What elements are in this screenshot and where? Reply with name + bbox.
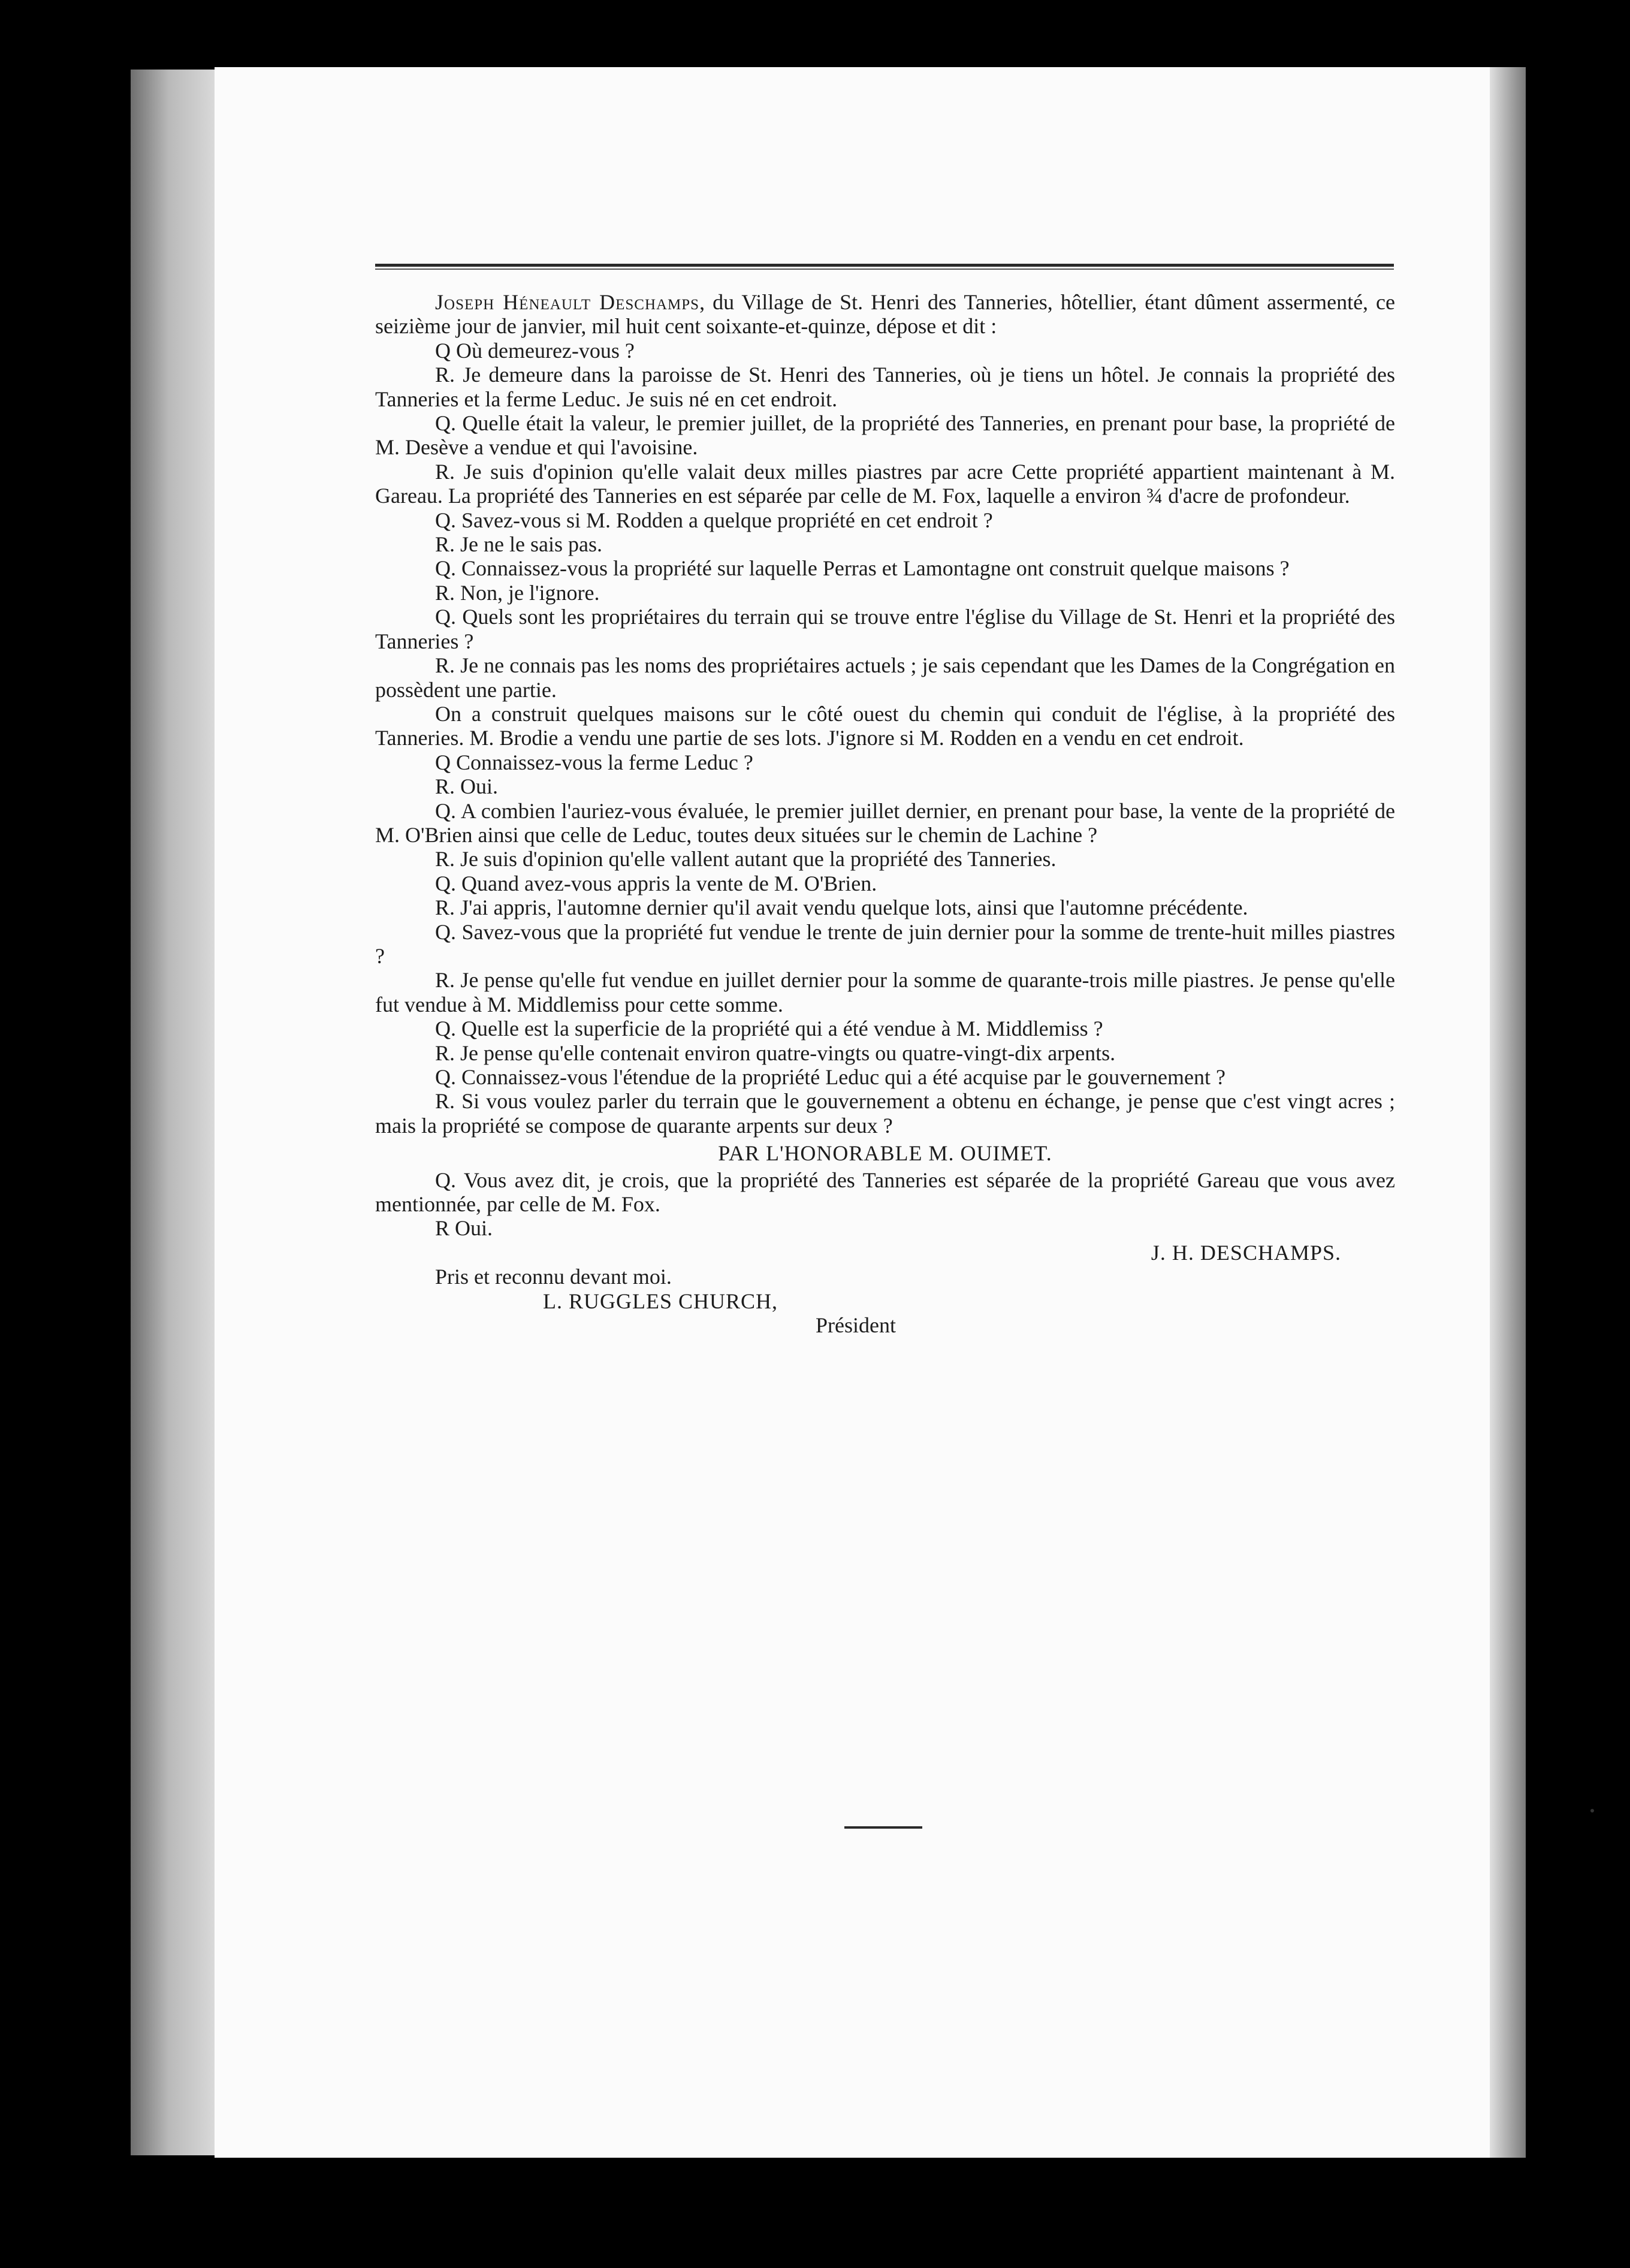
- testimony-paragraph: Q Où demeurez-vous ?: [435, 338, 635, 363]
- testimony-paragraph: Q. Connaissez-vous la propriété sur laquelle Perras et Lamontagne ont construit quelque maisons ?: [435, 556, 1290, 581]
- cross-examination-heading: PAR L'HONORABLE M. OUIMET.: [718, 1141, 1052, 1166]
- testimony-paragraph: R. Je demeure dans la paroisse de St. Henri des Tanneries, où je tiens un hôtel. Je connais la propriété des Tanneries et la ferme Leduc. Je suis né en cet endroit.: [375, 363, 1395, 411]
- testimony-paragraph: R. Oui.: [435, 774, 499, 799]
- cross-paragraph: R Oui.: [435, 1216, 493, 1241]
- cross-paragraph: Q. Vous avez dit, je crois, que la propriété des Tanneries est séparée de la propriété Gareau que vous avez mentionnée, par celle de M. Fox.: [375, 1168, 1395, 1217]
- right-page-edge: [1490, 67, 1526, 2158]
- taken-before-line: Pris et reconnu devant moi.: [435, 1265, 672, 1289]
- testimony-paragraph: R. Je pense qu'elle fut vendue en juillet dernier pour la somme de quarante-trois mille piastres. Je pense qu'elle fut vendue à M. Middlemiss pour cette somme.: [375, 968, 1395, 1017]
- testimony-paragraph: R. Je pense qu'elle contenait environ quatre-vingts ou quatre-vingt-dix arpents.: [435, 1040, 1116, 1065]
- official-title: Président: [816, 1313, 896, 1338]
- top-rule: [375, 264, 1394, 270]
- testimony-paragraph: R. Si vous voulez parler du terrain que le gouvernement a obtenu en échange, je pense que c'est vingt acres ; mais la propriété se compose de quarante arpents sur deux ?: [375, 1089, 1395, 1138]
- intro-paragraph: [375, 290, 1395, 339]
- testimony-paragraph: R. Je suis d'opinion qu'elle vallent autant que la propriété des Tanneries.: [435, 847, 1057, 871]
- testimony-paragraph: Q. Quels sont les propriétaires du terrain qui se trouve entre l'église du Village de St. Henri et la propriété des Tanneries ?: [375, 605, 1395, 653]
- ink-speck: [1590, 1809, 1594, 1812]
- testimony-paragraph: Q Connaissez-vous la ferme Leduc ?: [435, 750, 753, 774]
- deposition-text: [375, 290, 1395, 1337]
- intro-text: , du Village de St. Henri des Tanneries, hôtellier, étant dûment assermenté, ce seizième jour de janvier, mil huit cent soixante-et-quinze, dépose et dit :: [375, 290, 1395, 339]
- deponent-name: Joseph Héneault Deschamps: [435, 290, 700, 314]
- testimony-paragraph: R. J'ai appris, l'automne dernier qu'il avait vendu quelque lots, ainsi que l'automne précédente.: [435, 895, 1248, 920]
- testimony-paragraph: Q. Savez-vous que la propriété fut vendue le trente de juin dernier pour la somme de trente-huit milles piastres ?: [375, 919, 1395, 968]
- testimony-paragraph: R. Je suis d'opinion qu'elle valait deux milles piastres par acre Cette propriété appartient maintenant à M. Gareau. La propriété des Tanneries en est séparée par celle de M. Fox, laquelle a environ ¾ d'acre de profondeur.: [375, 459, 1395, 508]
- testimony-paragraph: Q. Quelle était la valeur, le premier juillet, de la propriété des Tanneries, en prenant pour base, la propriété de M. Desève a vendue et qui l'avoisine.: [375, 411, 1395, 460]
- testimony-paragraph: Q. Quelle est la superficie de la propriété qui a été vendue à M. Middlemiss ?: [435, 1017, 1103, 1041]
- testimony-paragraph: Q. A combien l'auriez-vous évaluée, le premier juillet dernier, en prenant pour base, la vente de la propriété de M. O'Brien ainsi que celle de Leduc, toutes deux situées sur le chemin de Lachine ?: [375, 798, 1395, 847]
- deponent-signature: J. H. DESCHAMPS.: [1151, 1240, 1341, 1265]
- document-page: [215, 67, 1490, 2158]
- testimony-paragraph: On a construit quelques maisons sur le côté ouest du chemin qui conduit de l'église, à la propriété des Tanneries. M. Brodie a vendu une partie de ses lots. J'ignore si M. Rodden en a vendu en cet endroit.: [375, 701, 1395, 750]
- testimony-paragraph: Q. Quand avez-vous appris la vente de M. O'Brien.: [435, 871, 877, 895]
- left-page-edge: [131, 70, 215, 2155]
- testimony-paragraph: R. Non, je l'ignore.: [435, 580, 600, 605]
- testimony-paragraph: Q. Connaissez-vous l'étendue de la propriété Leduc qui a été acquise par le gouvernement ?: [435, 1065, 1225, 1089]
- testimony-paragraph: Q. Savez-vous si M. Rodden a quelque propriété en cet endroit ?: [435, 508, 993, 532]
- bottom-rule: [844, 1826, 922, 1829]
- testimony-paragraph: R. Je ne le sais pas.: [435, 532, 602, 557]
- testimony-paragraph: R. Je ne connais pas les noms des propriétaires actuels ; je sais cependant que les Dames de la Congrégation en possèdent une partie.: [375, 653, 1395, 702]
- official-name: L. RUGGLES CHURCH,: [543, 1289, 778, 1313]
